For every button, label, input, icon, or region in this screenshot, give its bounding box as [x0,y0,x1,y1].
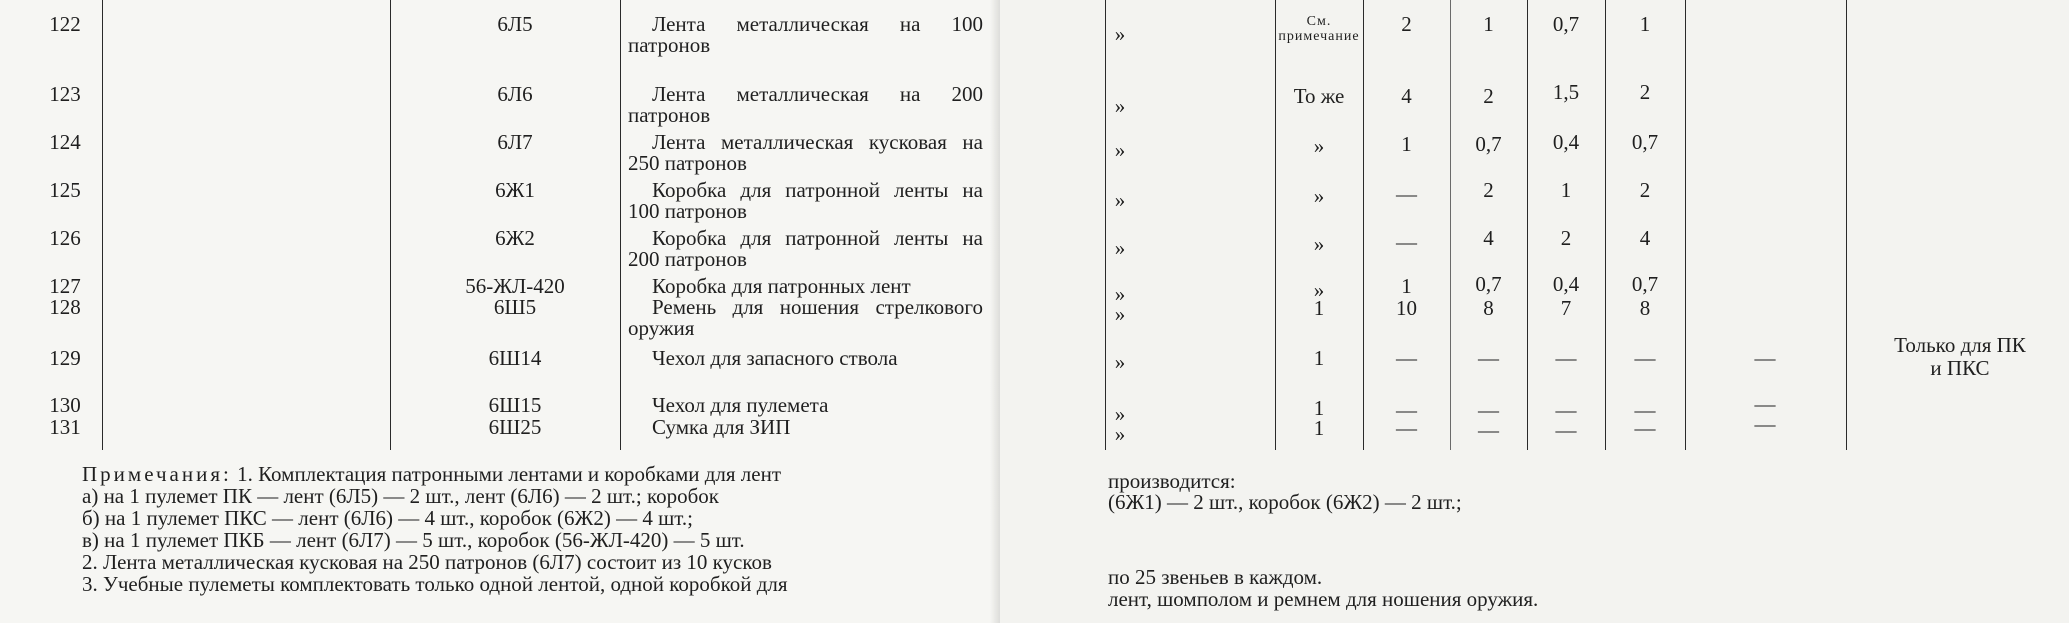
quantity-cell: — [1754,392,1776,416]
ditto-mark: » [1114,94,1126,118]
quantity-cell: 2 [1639,178,1651,202]
row-number: 127 [49,274,81,298]
quantity-cell: — [1478,398,1499,422]
quantity-cell: — [1396,416,1417,440]
ditto-mark: » [1114,138,1126,162]
notes-block [82,463,788,595]
quantity-cell: 1 [1313,416,1325,440]
column-divider [1685,0,1686,450]
quantity-cell: 0,7 [1475,132,1502,156]
quantity-cell: 4 [1483,226,1494,250]
ditto-mark: » [1114,282,1126,306]
notes-line: производится: [1108,469,1236,493]
row-number: 128 [49,295,81,319]
notes-heading: Примечания: [82,462,232,486]
quantity-cell: 1 [1313,296,1325,320]
quantity-cell: — [1754,346,1776,370]
quantity-cell: — [1396,398,1417,422]
column-divider [1527,0,1528,450]
right-page [1000,0,2069,623]
item-name: Коробка для патронной ленты на 100 патронов [628,178,983,223]
notes-line: Примечания: 1. Комплектация патронными лентами и коробками для лент [82,462,782,486]
item-code: 6Ш14 [488,346,542,370]
item-name: Коробка для патронных лент [652,274,911,298]
column-divider [1105,0,1106,450]
quantity-cell: См. примечание [1278,14,1360,44]
notes-line: по 25 звеньев в каждом. [1108,565,1323,589]
quantity-cell: То же [1293,84,1345,108]
item-name: Лента металлическая на 200 патронов [628,82,983,127]
quantity-cell: 10 [1396,296,1417,320]
quantity-cell: » [1313,184,1325,208]
quantity-cell: 2 [1560,226,1572,250]
ditto-mark: » [1114,236,1126,260]
left-page [0,0,1000,623]
item-code: 6Ж1 [495,178,535,202]
ditto-mark: » [1114,422,1126,446]
notes-line: в) на 1 пулемет ПКБ — лент (6Л7) — 5 шт., коробок (56-ЖЛ-420) — 5 шт. [82,528,745,552]
item-name: Чехол для пулемета [652,393,829,417]
ditto-mark: » [1114,22,1126,46]
item-code: 6Л5 [497,12,533,36]
quantity-cell: » [1313,134,1325,158]
ditto-mark: » [1114,188,1126,212]
notes-line: 2. Лента металлическая кусковая на 250 патронов (6Л7) состоит из 10 кусков [82,550,772,574]
item-name: Сумка для ЗИП [652,415,791,439]
item-name: Чехол для запасного ствола [652,346,898,370]
quantity-cell: 0,4 [1552,272,1580,296]
quantity-cell: » [1313,232,1325,256]
quantity-cell: 1 [1313,396,1325,420]
quantity-cell: 0,7 [1631,272,1659,296]
quantity-cell: 1 [1639,12,1651,36]
quantity-cell: 0,7 [1631,130,1659,154]
row-number: 122 [49,12,81,36]
column-divider [1605,0,1606,450]
quantity-cell: 7 [1560,296,1572,320]
column-divider [390,0,391,450]
ditto-mark: » [1114,402,1126,426]
item-code: 6Л7 [497,130,533,154]
column-divider [1363,0,1364,450]
item-code: 6Ш25 [488,415,542,439]
row-number: 130 [49,393,81,417]
quantity-cell: — [1634,346,1656,370]
row-number: 131 [49,415,81,439]
quantity-cell: — [1555,418,1577,442]
item-code: 6Ж2 [495,226,535,250]
row-number: 129 [49,346,81,370]
quantity-cell: 1,5 [1552,80,1580,104]
remark-cell [1860,334,2060,380]
quantity-cell: 1 [1401,132,1412,156]
column-divider [1846,0,1847,450]
row-number: 124 [49,130,81,154]
quantity-cell: — [1634,398,1656,422]
quantity-cell: 1 [1483,12,1494,36]
quantity-cell: — [1396,230,1417,254]
quantity-cell: — [1634,416,1656,440]
quantity-cell: 1 [1313,346,1325,370]
item-name: Коробка для патронной ленты на 200 патронов [628,226,983,271]
quantity-cell: 1 [1401,274,1412,298]
quantity-cell: 2 [1483,178,1494,202]
notes-line: лент, шомполом и ремнем для ношения оружия. [1108,587,1539,611]
column-divider [1275,0,1276,450]
quantity-cell: 0,7 [1475,272,1502,296]
quantity-cell: 0,7 [1552,12,1580,36]
quantity-cell: — [1555,398,1577,422]
remark-line: Только для ПК [1894,333,2026,357]
remark-line: и ПКС [1930,356,1990,380]
notes-line: (6Ж1) — 2 шт., коробок (6Ж2) — 2 шт.; [1108,490,1462,514]
notes-line: а) на 1 пулемет ПК — лент (6Л5) — 2 шт., лент (6Л6) — 2 шт.; коробок [82,484,719,508]
quantity-cell: 2 [1639,80,1651,104]
item-code: 6Л6 [497,82,533,106]
item-name: Лента металлическая кусковая на 250 патронов [628,130,983,175]
notes-line: 3. Учебные пулеметы комплектовать только одной лентой, одной коробкой для [82,572,788,596]
item-name: Ремень для ношения стрелкового оружия [628,295,983,340]
quantity-cell: 0,4 [1552,130,1580,154]
quantity-cell: 8 [1483,296,1494,320]
quantity-cell: 2 [1401,12,1412,36]
quantity-cell: — [1754,412,1776,436]
column-divider [1450,0,1451,450]
item-code: 6Ш15 [488,393,542,417]
row-number: 126 [49,226,81,250]
item-name: Лента металлическая на 100 патронов [628,12,983,57]
quantity-cell: — [1396,182,1417,206]
row-number: 125 [49,178,81,202]
item-code: 56-ЖЛ-420 [465,274,565,298]
quantity-cell: 4 [1639,226,1651,250]
quantity-cell: — [1396,346,1417,370]
quantity-cell: » [1313,278,1325,302]
quantity-cell: — [1555,346,1577,370]
notes-line: б) на 1 пулемет ПКС — лент (6Л6) — 4 шт., коробок (6Ж2) — 4 шт.; [82,506,693,530]
quantity-cell: — [1478,418,1499,442]
item-code: 6Ш5 [493,295,537,319]
ditto-mark: » [1114,302,1126,326]
quantity-cell: 1 [1560,178,1572,202]
quantity-cell: 8 [1639,296,1651,320]
row-number: 123 [49,82,81,106]
ditto-mark: » [1114,350,1126,374]
quantity-cell: 2 [1483,84,1494,108]
column-divider [620,0,621,450]
column-divider [102,0,103,450]
quantity-cell: — [1478,346,1499,370]
quantity-cell: 4 [1401,84,1412,108]
